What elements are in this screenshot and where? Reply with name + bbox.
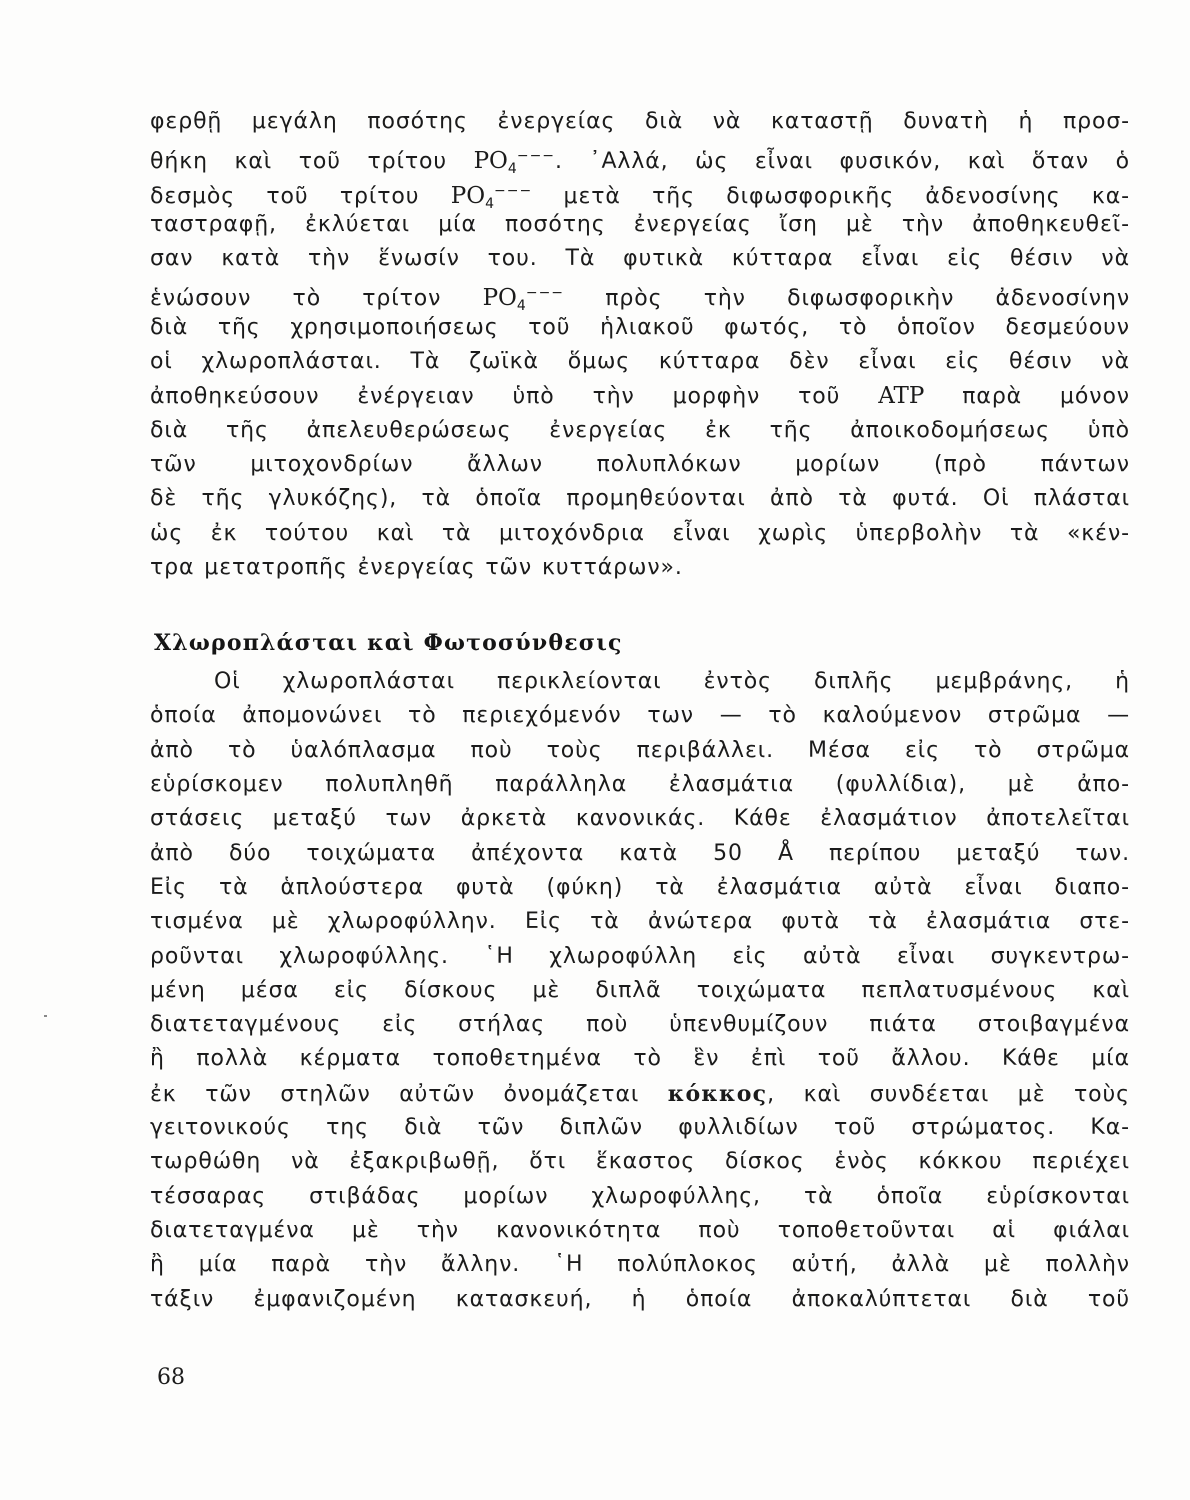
text-line: διατεταγμένα μὲ τὴν κανονικότητα ποὺ τοποθετοῦνται αἱ φιάλαι — [150, 1217, 1130, 1243]
text-line: τέσσαρας στιβάδας μορίων χλωροφύλλης, τὰ ὁποῖα εὑρίσκονται — [150, 1183, 1130, 1209]
term-kokkos: κόκκος — [667, 1080, 768, 1107]
atp-abbreviation: ATP — [878, 383, 925, 410]
text-line: ἑνώσουν τὸ τρίτον $PO_4^{---}$ πρὸς τὴν διφωσφορικὴν ἀδενοσίνην — [150, 285, 1131, 315]
text-line: τῶν μιτοχονδρίων ἄλλων πολυπλόκων μορίων (πρὸ πάντων — [150, 451, 1130, 477]
text-line: εὑρίσκομεν πολυπληθῆ παράλληλα ἐλασμάτια (φυλλίδια), μὲ ἀπο- — [150, 772, 1130, 798]
text-line: μένη μέσα εἰς δίσκους μὲ διπλᾶ τοιχώματα πεπλατυσμένους καὶ — [150, 977, 1130, 1003]
text-line: τάξιν ἐμφανιζομένη κατασκευή, ἡ ὁποία ἀποκαλύπτεται διὰ τοῦ — [150, 1286, 1130, 1312]
text-line: σαν κατὰ τὴν ἕνωσίν του. Τὰ φυτικὰ κύτταρα εἶναι εἰς θέσιν νὰ — [150, 246, 1130, 272]
chemical-formula: PO — [482, 285, 517, 312]
text-line: οἱ χλωροπλάσται. Τὰ ζωϊκὰ ὅμως κύτταρα δὲν εἶναι εἰς θέσιν νὰ — [150, 349, 1130, 375]
text-line: τισμένα μὲ χλωροφύλλην. Εἰς τὰ ἀνώτερα φυτὰ τὰ ἐλασμάτια στε- — [150, 909, 1130, 935]
text-line: φερθῇ μεγάλη ποσότης ἐνεργείας διὰ νὰ καταστῇ δυνατὴ ἡ προσ- — [150, 109, 1130, 134]
text-line: τρα μετατροπῆς ἐνεργείας τῶν κυττάρων». — [150, 554, 683, 580]
text-line: διατεταγμένους εἰς στήλας ποὺ ὑπενθυμίζουν πιάτα στοιβαγμένα — [150, 1012, 1130, 1038]
text-line: ἀπὸ τὸ ὑαλόπλασμα ποὺ τοὺς περιβάλλει. Μέσα εἰς τὸ στρῶμα — [150, 737, 1130, 763]
text-line: Οἱ χλωροπλάσται περικλείονται ἐντὸς διπλῆς μεμβράνης, ἡ — [214, 669, 1130, 695]
text-line: ὁποία ἀπομονώνει τὸ περιεχόμενόν των — τὸ καλούμενον στρῶμα — — [150, 703, 1130, 729]
margin-mark — [44, 1015, 47, 1017]
text-line: ἐκ τῶν στηλῶν αὐτῶν ὀνομάζεται κόκκος, καὶ συνδέεται μὲ τοὺς — [150, 1080, 1130, 1107]
page-body — [150, 105, 1130, 1317]
text-line: διὰ τῆς ἀπελευθερώσεως ἐνεργείας ἐκ τῆς ἀποικοδομήσεως ὑπὸ — [150, 417, 1130, 443]
paragraph-chloroplasts — [150, 665, 1130, 1317]
text-line: ἢ πολλὰ κέρματα τοποθετημένα τὸ ἓν ἐπὶ τοῦ ἄλλου. Κάθε μία — [150, 1046, 1130, 1072]
section-heading: Χλωροπλάσται καὶ Φωτοσύνθεσις — [154, 630, 623, 657]
text-line: Εἰς τὰ ἁπλούστερα φυτὰ (φύκη) τὰ ἐλασμάτια αὐτὰ εἶναι διαπο- — [150, 874, 1130, 900]
text-line: ροῦνται χλωροφύλλης. ῾Η χλωροφύλλη εἰς αὐτὰ εἶναι συγκεντρω- — [150, 943, 1130, 969]
chemical-formula: PO — [450, 182, 486, 209]
page-number: 68 — [157, 1365, 185, 1390]
text-line: διὰ τῆς χρησιμοποιήσεως τοῦ ἡλιακοῦ φωτός, τὸ ὁποῖον δεσμεύουν — [150, 314, 1130, 340]
text-line: ἀποθηκεύσουν ἐνέργειαν ὑπὸ τὴν μορφὴν τοῦ ATP παρὰ μόνον — [150, 383, 1130, 410]
text-line: ἀπὸ δύο τοιχώματα ἀπέχοντα κατὰ 50 Å περίπου μεταξύ των. — [150, 840, 1130, 866]
text-line: ταστραφῇ, ἐκλύεται μία ποσότης ἐνεργείας ἴση μὲ τὴν ἀποθηκευθεῖ- — [150, 211, 1130, 237]
text-line: θήκη καὶ τοῦ τρίτου $PO_4^{---}$. ᾿Αλλά, ὡς εἶναι φυσικόν, καὶ ὅταν ὁ — [150, 148, 1130, 178]
text-line: τωρθώθη νὰ ἐξακριβωθῇ, ὅτι ἕκαστος δίσκος ἑνὸς κόκκου περιέχει — [150, 1149, 1130, 1175]
text-line: ἢ μία παρὰ τὴν ἄλλην. ῾Η πολύπλοκος αὐτή, ἀλλὰ μὲ πολλὴν — [150, 1252, 1130, 1278]
text-line: δὲ τῆς γλυκόζης), τὰ ὁποῖα προμηθεύονται ἀπὸ τὰ φυτά. Οἱ πλάσται — [150, 486, 1130, 512]
text-line: στάσεις μεταξύ των ἀρκετὰ κανονικάς. Κάθε ἐλασμάτιον ἀποτελεῖται — [150, 806, 1130, 832]
text-line: ὡς ἐκ τούτου καὶ τὰ μιτοχόνδρια εἶναι χωρὶς ὑπερβολὴν τὰ «κέν- — [150, 520, 1130, 546]
text-line: δεσμὸς τοῦ τρίτου $PO_4^{---}$ μετὰ τῆς διφωσφορικῆς ἀδενοσίνης κα- — [150, 182, 1130, 212]
text-line: γειτονικούς της διὰ τῶν διπλῶν φυλλιδίων τοῦ στρώματος. Κα- — [150, 1115, 1130, 1141]
chemical-formula: PO — [473, 148, 508, 175]
paragraph-energy — [150, 105, 1130, 585]
section-gap — [150, 585, 1130, 621]
